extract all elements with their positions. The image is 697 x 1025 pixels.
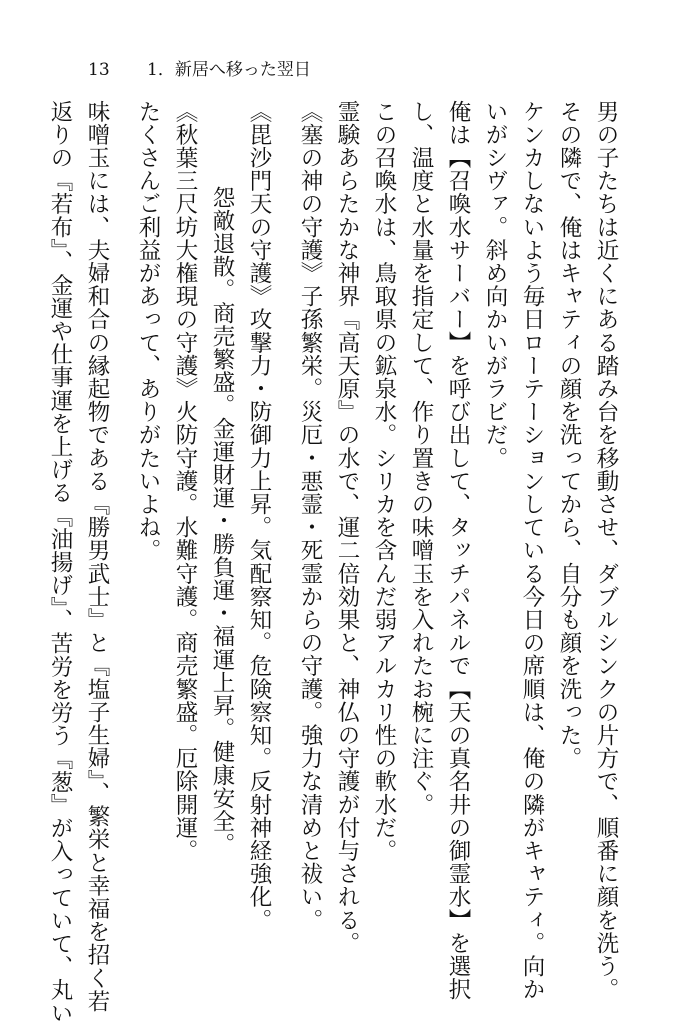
text-line: 霊験あらたかな神界『高天原』の水で、運二倍効果と、神仏の守護が付与される。 <box>334 100 360 955</box>
text-line: たくさんご利益があって、ありがたいよね。 <box>135 100 161 562</box>
text-line: し、温度と水量を指定して、作り置きの味噌玉を入れたお椀に注ぐ。 <box>408 100 434 817</box>
text-line: 返りの『若布』、金運や仕事運を上げる『油揚げ』、苦労を労う『葱』が入っていて、丸い <box>47 100 73 1025</box>
page-number: 13 <box>88 60 110 80</box>
chapter-title: 1．新居へ移った翌日 <box>147 60 311 80</box>
text-line: その隣で、俺はキャティの顔を洗ってから、自分も顔を洗った。 <box>556 100 582 770</box>
text-line: 味噌玉には、夫婦和合の縁起物である『勝男武士』と『塩子生婦』、繁栄と幸福を招く若 <box>84 100 110 1013</box>
text-line: 《毘沙門天の守護》攻撃力・防御力上昇。気配察知。危険察知。反射神経強化。 <box>246 100 272 932</box>
text-line: 俺は【召喚水サーバー】を呼び出して、タッチパネルで【天の真名井の御霊水】を選択 <box>445 100 471 1001</box>
text-line: 《塞の神の守護》子孫繁栄。災厄・悪霊・死霊からの守護。強力な清めと祓い。 <box>297 100 323 932</box>
text-line: ケンカしないよう毎日ローテーションしている今日の席順は、俺の隣がキャティ。向か <box>519 100 545 1001</box>
text-line: この召喚水は、鳥取県の鉱泉水。シリカを含んだ弱アルカリ性の軟水だ。 <box>371 100 397 863</box>
body-text <box>47 100 624 1025</box>
text-line: 《秋葉三尺坊大権現の守護》火防守護。水難守護。商売繁盛。厄除開運。 <box>172 100 198 863</box>
text-line: いがシヴァ。斜め向かいがラビだ。 <box>482 100 508 470</box>
text-line: 怨敵退散。商売繁盛。金運財運・勝負運・福運上昇。健康安全。 <box>209 186 235 856</box>
text-line: 男の子たちは近くにある踏み台を移動させ、ダブルシンクの片方で、順番に顔を洗う。 <box>593 100 619 1001</box>
page-header <box>88 58 608 82</box>
